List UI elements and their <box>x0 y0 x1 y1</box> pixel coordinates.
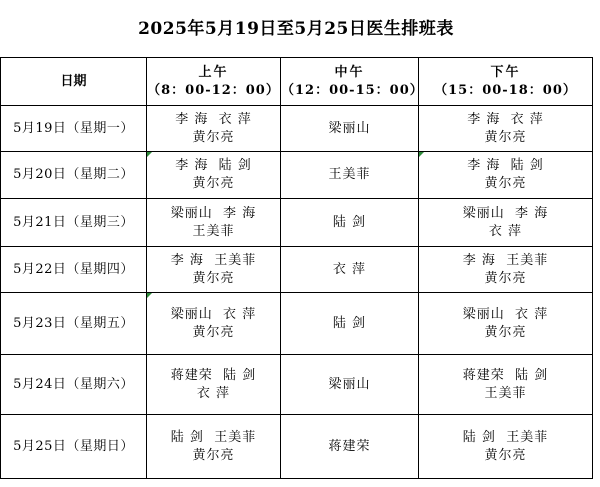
doctor-names: 李 海 陆 剑 <box>175 158 252 173</box>
doctor-names: 蒋建荣 <box>328 438 371 454</box>
doctor-names: 陆 剑 <box>332 214 367 230</box>
doctor-names: 李 海 衣 萍 <box>467 111 544 127</box>
noon-cell <box>281 293 419 355</box>
afternoon-cell <box>419 293 593 355</box>
schedule-row <box>1 293 593 355</box>
doctor-names: 陆 剑 王美菲 <box>170 429 257 445</box>
doctor-names: 王美菲 <box>192 223 235 239</box>
doctor-names: 梁丽山 衣 萍 <box>170 306 257 322</box>
doctor-names: 李 海 王美菲 <box>170 252 257 268</box>
doctor-names: 黄尔亮 <box>484 270 527 286</box>
morning-cell <box>147 199 281 247</box>
morning-cell <box>147 247 281 293</box>
header-afternoon <box>419 58 593 106</box>
comment-marker-icon <box>419 152 424 157</box>
doctor-names: 蒋建荣 陆 剑 <box>462 367 549 383</box>
date-cell: 5月22日（星期四） <box>1 247 147 293</box>
doctor-names: 黄尔亮 <box>484 324 527 340</box>
header-noon-name: 中午 <box>334 64 365 80</box>
doctor-names: 梁丽山 <box>328 120 371 136</box>
header-date <box>1 58 147 106</box>
header-noon <box>281 58 424 106</box>
doctor-names: 王美菲 <box>484 385 527 401</box>
schedule-row <box>1 152 593 199</box>
doctor-names: 陆 剑 王美菲 <box>462 429 549 445</box>
header-morning-time: （8：00-12：00） <box>147 82 280 98</box>
morning-cell <box>147 415 281 479</box>
header-afternoon-name: 下午 <box>490 64 521 80</box>
noon-cell <box>281 355 419 415</box>
doctor-names: 李 海 衣 萍 <box>175 111 252 127</box>
date-cell: 5月25日（星期日） <box>1 415 147 479</box>
doctor-names: 衣 萍 <box>488 223 523 239</box>
noon-cell <box>281 106 419 152</box>
doctor-names: 李 海 陆 剑 <box>467 158 544 173</box>
noon-cell <box>281 199 419 247</box>
doctor-names: 梁丽山 <box>328 376 371 392</box>
noon-cell <box>281 415 419 479</box>
comment-marker-icon <box>147 152 152 157</box>
header-date-label: 日期 <box>60 73 87 89</box>
doctor-names: 李 海 王美菲 <box>462 252 549 268</box>
afternoon-cell <box>419 247 593 293</box>
header-row <box>1 58 593 106</box>
date-cell: 5月19日（星期一） <box>1 106 147 152</box>
doctor-names: 梁丽山 李 海 <box>462 205 549 221</box>
doctor-names: 黄尔亮 <box>192 129 235 145</box>
doctor-names: 黄尔亮 <box>484 129 527 145</box>
doctor-names: 衣 萍 <box>332 261 367 277</box>
schedule-row <box>1 247 593 293</box>
doctor-names: 黄尔亮 <box>484 176 527 191</box>
morning-cell <box>147 293 281 355</box>
page-title: 2025年5月19日至5月25日医生排班表 <box>138 19 454 39</box>
schedule-row <box>1 415 593 479</box>
morning-cell <box>147 152 281 199</box>
date-cell: 5月24日（星期六） <box>1 355 147 415</box>
morning-cell <box>147 106 281 152</box>
schedule-row <box>1 106 593 152</box>
doctor-names: 蒋建荣 陆 剑 <box>170 367 257 383</box>
noon-cell <box>281 152 419 199</box>
doctor-names: 黄尔亮 <box>484 447 527 463</box>
doctor-names: 黄尔亮 <box>192 270 235 286</box>
header-morning-name: 上午 <box>198 64 229 80</box>
date-cell: 5月23日（星期五） <box>1 293 147 355</box>
header-noon-time: （12：00-15：00） <box>281 82 424 98</box>
afternoon-cell <box>419 152 593 199</box>
schedule-row <box>1 199 593 247</box>
noon-cell <box>281 247 419 293</box>
doctor-names: 黄尔亮 <box>192 324 235 340</box>
header-morning <box>147 58 281 106</box>
doctor-names: 梁丽山 李 海 <box>170 205 257 221</box>
afternoon-cell <box>419 106 593 152</box>
header-afternoon-time: （15：00-18：00） <box>434 82 577 98</box>
doctor-names: 王美菲 <box>328 167 371 182</box>
afternoon-cell <box>419 199 593 247</box>
doctor-names: 黄尔亮 <box>192 176 235 191</box>
doctor-names: 陆 剑 <box>332 315 367 331</box>
afternoon-cell <box>419 415 593 479</box>
schedule-table <box>0 57 593 479</box>
afternoon-cell <box>419 355 593 415</box>
date-cell: 5月21日（星期三） <box>1 199 147 247</box>
doctor-names: 黄尔亮 <box>192 447 235 463</box>
doctor-names: 衣 萍 <box>196 385 231 401</box>
doctor-names: 梁丽山 衣 萍 <box>462 306 549 322</box>
comment-marker-icon <box>147 293 152 298</box>
schedule-row <box>1 355 593 415</box>
date-cell: 5月20日（星期二） <box>1 152 147 199</box>
morning-cell <box>147 355 281 415</box>
